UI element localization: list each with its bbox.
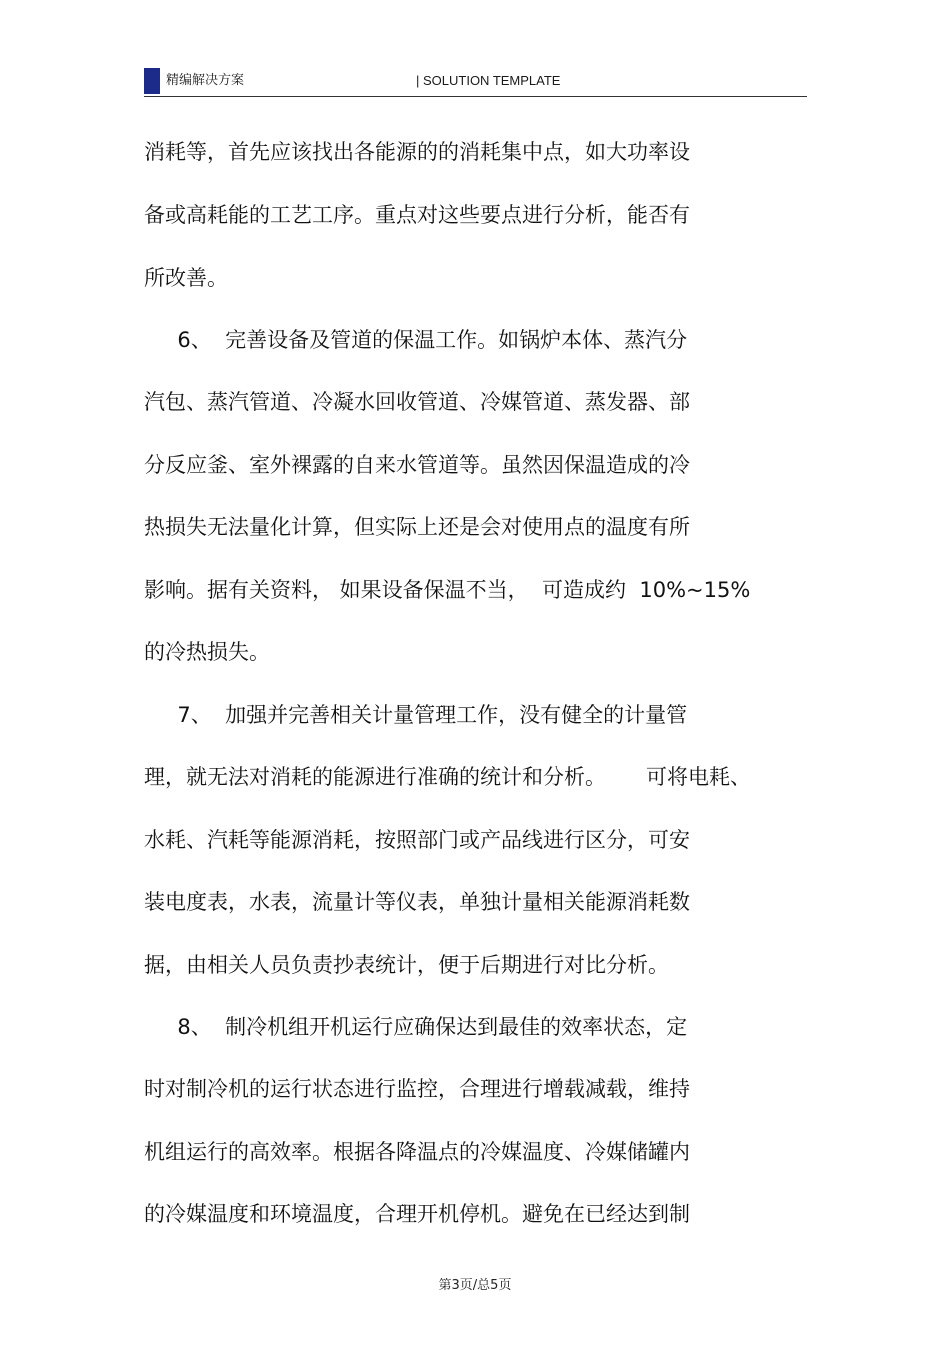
text-line: 消耗等，首先应该找出各能源的的消耗集中点，如大功率设: [144, 140, 690, 164]
text-line: 的冷媒温度和环境温度，合理开机停机。避免在已经达到制: [144, 1202, 690, 1226]
text-line: 水耗、汽耗等能源消耗，按照部门或产品线进行区分，可安: [144, 828, 690, 852]
text-line: 机组运行的高效率。根据各降温点的冷媒温度、冷媒储罐内: [144, 1140, 690, 1164]
text-line: 7、 加强并完善相关计量管理工作，没有健全的计量管: [144, 703, 688, 727]
text-line: 据，由相关人员负责抄表统计，便于后期进行对比分析。: [144, 953, 669, 977]
text-line: 理，就无法对消耗的能源进行准确的统计和分析。 可将电耗、: [144, 765, 752, 789]
text-line: 汽包、蒸汽管道、冷凝水回收管道、冷媒管道、蒸发器、部: [144, 390, 690, 414]
text-line: 备或高耗能的工艺工序。重点对这些要点进行分析，能否有: [144, 203, 690, 227]
text-line: 分反应釜、室外裸露的自来水管道等。虽然因保温造成的冷: [144, 453, 690, 477]
header-title: 精编解决方案: [166, 73, 245, 88]
text-line: 热损失无法量化计算，但实际上还是会对使用点的温度有所: [144, 515, 690, 539]
text-line: 影响。据有关资料， 如果设备保温不当， 可造成约 10%~15%: [144, 578, 751, 602]
logo-icon: [144, 68, 160, 94]
text-line: 8、 制冷机组开机运行应确保达到最佳的效率状态，定: [144, 1015, 688, 1039]
text-line: 6、 完善设备及管道的保温工作。如锅炉本体、蒸汽分: [144, 328, 688, 352]
page-number: 第3页/总5页: [438, 1278, 512, 1293]
page-header: [144, 66, 807, 97]
text-line: 装电度表，水表，流量计等仪表，单独计量相关能源消耗数: [144, 890, 690, 914]
header-subtitle: | SOLUTION TEMPLATE: [416, 73, 561, 88]
text-line: 的冷热损失。: [144, 640, 270, 664]
text-line: 所改善。: [144, 266, 228, 290]
text-line: 时对制冷机的运行状态进行监控，合理进行增载减载，维持: [144, 1077, 690, 1101]
